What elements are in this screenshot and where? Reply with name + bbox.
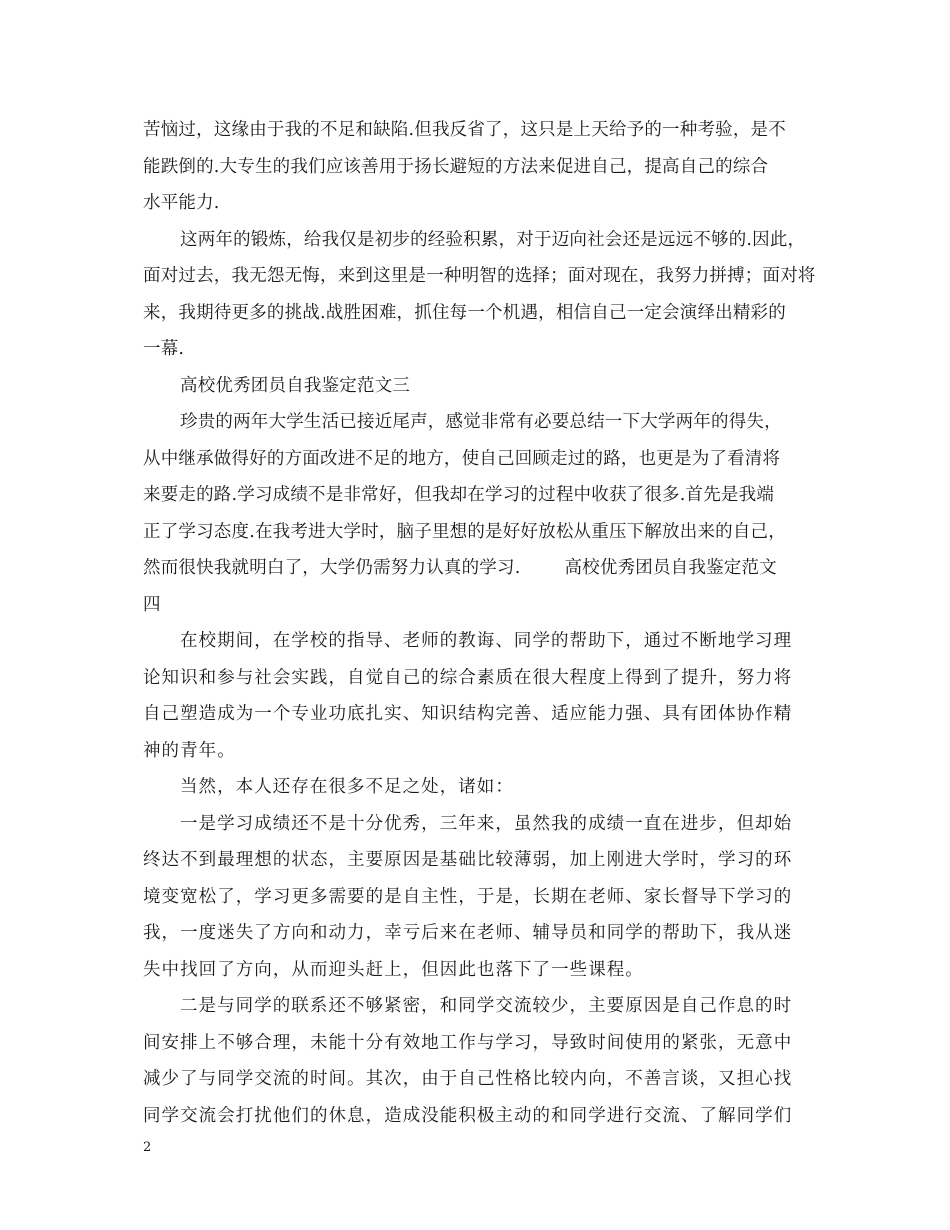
- text-line: 自己塑造成为一个专业功底扎实、知识结构完善、适应能力强、具有团体协作精: [143, 704, 793, 724]
- text-line: 一幕.: [143, 339, 185, 359]
- text-line: 在校期间，在学校的指导、老师的教诲、同学的帮助下，通过不断地学习理: [180, 631, 793, 651]
- text-line: 终达不到最理想的状态，主要原因是基础比较薄弱，加上刚进大学时，学习的环: [143, 850, 793, 870]
- text-line: 境变宽松了，学习更多需要的是自主性，于是，长期在老师、家长督导下学习的: [143, 886, 793, 907]
- text-line: 间安排上不够合理，未能十分有效地工作与学习，导致时间使用的紧张，无意中: [143, 1032, 793, 1053]
- text-segment: 然而很快我就明白了，大学仍需努力认真的学习.: [143, 558, 521, 578]
- text-line: 二是与同学的联系还不够紧密，和同学交流较少，主要原因是自己作息的时: [180, 996, 793, 1016]
- text-line: 同学交流会打扰他们的休息，造成没能积极主动的和同学进行交流、了解同学们: [143, 1105, 793, 1126]
- text-line: 四: [143, 594, 161, 615]
- text-line: 失中找回了方向，从而迎头赶上，但因此也落下了一些课程。: [143, 959, 644, 980]
- text-line: 水平能力.: [143, 193, 220, 213]
- text-line: 论知识和参与社会实践，自觉自己的综合素质在很大程度上得到了提升，努力将: [143, 667, 793, 688]
- text-line: 减少了与同学交流的时间。其次，由于自己性格比较内向，不善言谈，又担心找: [143, 1069, 793, 1089]
- text-line: 能跌倒的.大专生的我们应该善用于扬长避短的方法来促进自己，提高自己的综合: [143, 156, 769, 177]
- text-line: 从中继承做得好的方面改进不足的地方，使自己回顾走过的路，也更是为了看清将: [143, 448, 781, 469]
- text-line: [143, 550, 815, 587]
- text-line: 神的青年。: [143, 740, 236, 761]
- text-line: 我，一度迷失了方向和动力，幸亏后来在老师、辅导员和同学的帮助下，我从迷: [143, 923, 793, 943]
- text-line: 一是学习成绩还不是十分优秀，三年来，虽然我的成绩一直在进步，但却始: [180, 813, 793, 834]
- text-line: 来，我期待更多的挑战.战胜困难，抓住每一个机遇，相信自己一定会演绎出精彩的: [143, 302, 786, 323]
- document-body: [143, 112, 815, 1134]
- text-line: 正了学习态度.在我考进大学时，脑子里想的是好好放松从重压下解放出来的自己，: [143, 521, 786, 542]
- text-line: 珍贵的两年大学生活已接近尾声，感觉非常有必要总结一下大学两年的得失，: [180, 412, 782, 432]
- section-heading: 高校优秀团员自我鉴定范文三: [180, 375, 411, 396]
- text-line: 当然，本人还存在很多不足之处，诸如：: [180, 777, 514, 797]
- section-heading: 高校优秀团员自我鉴定范文: [564, 558, 777, 578]
- text-line: 这两年的锻炼，给我仅是初步的经验积累，对于迈向社会还是远远不够的.因此，: [180, 229, 806, 250]
- text-line: 来要走的路.学习成绩不是非常好，但我却在学习的过程中收获了很多.首先是我端: [143, 485, 775, 505]
- text-line: 苦恼过，这缘由于我的不足和缺陷.但我反省了，这只是上天给予的一种考验，是不: [143, 120, 786, 140]
- page-number: 2: [143, 1140, 152, 1155]
- text-line: 面对过去，我无怨无悔，来到这里是一种明智的选择；面对现在，我努力拼搏；面对将: [143, 266, 816, 286]
